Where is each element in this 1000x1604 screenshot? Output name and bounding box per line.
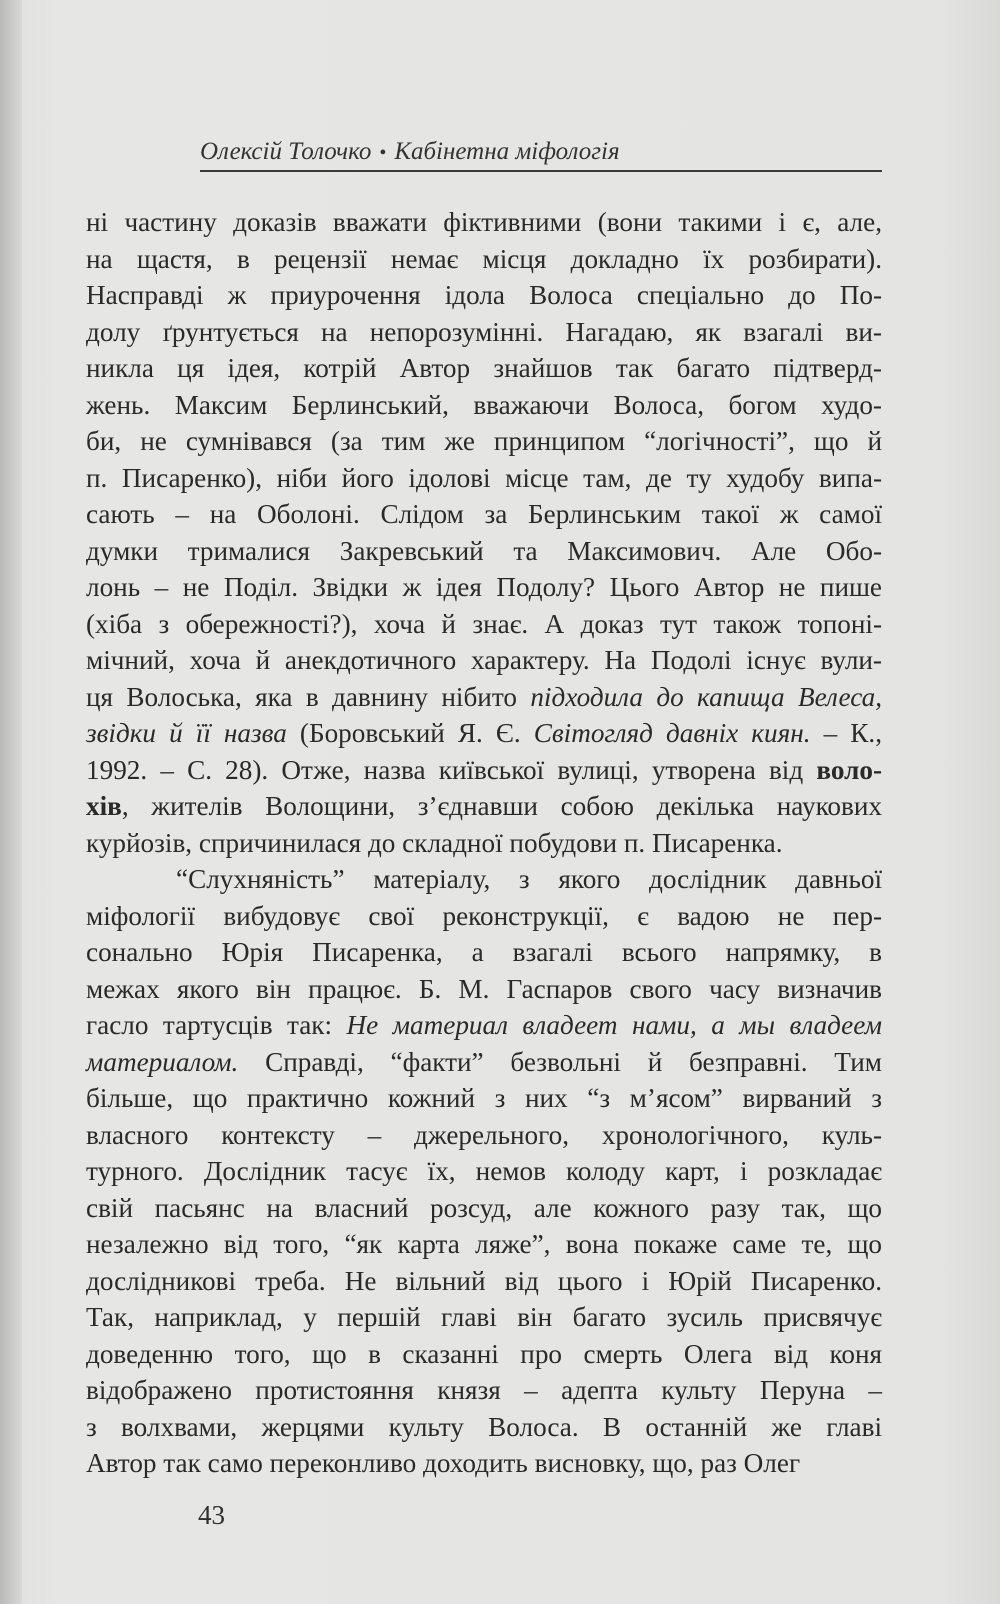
text-run: межах якого він працює. Б. М. Гаспаров свого часу визначив [86, 973, 882, 1004]
text-line [86, 1336, 882, 1373]
text-run: ні частину доказів вважати фіктивними (вони такими і є, але, [86, 207, 882, 237]
text-run: Справді, “факти” безвольні й безправні. Тим [238, 1046, 882, 1077]
text-line [86, 1263, 882, 1300]
text-run: власного контексту – джерельного, хронологічного, куль- [86, 1119, 882, 1150]
text-line [86, 241, 882, 278]
italic-text: Не материал владеет нами, а мы владеем [346, 1010, 882, 1040]
text-run: мічний, хоча й анекдотичного характеру. На Подолі існує вули- [86, 645, 882, 675]
text-run: никла ця ідея, котрій Автор знайшов так багато підтверд- [86, 353, 882, 383]
text-run: би, не сумнівався (за тим же принципом “логічності”, що й [86, 426, 882, 456]
text-run: турного. Дослідник тасує їх, немов колоду карт, і розкладає [86, 1156, 882, 1186]
text-run: сонально Юрія Писаренка, а взагалі всього напрямку, в [86, 937, 882, 967]
text-run: Автор так само переконливо доходить висновку, що, раз Олег [86, 1448, 801, 1478]
running-head-separator: • [379, 142, 387, 164]
text-line [86, 1044, 882, 1081]
text-run: (Боровський Я. Є. [286, 718, 534, 748]
text-run: – К., [810, 718, 883, 748]
text-line [86, 788, 882, 825]
text-line [86, 350, 882, 387]
text-line [86, 1117, 882, 1154]
text-run: Насправді ж приурочення ідола Волоса спеціально до По- [86, 280, 882, 310]
text-line [86, 752, 882, 789]
text-line [86, 934, 882, 971]
text-run: доведенню того, що в сказанні про смерть Олега від коня [86, 1338, 882, 1369]
text-run: ця Волоська, яка в давнину нібито [86, 681, 531, 712]
text-run: “Слухняність” матеріалу, з якого дослідник давньої [176, 864, 882, 894]
body-text [86, 204, 882, 1482]
italic-text: Світогляд давніх киян. [533, 718, 811, 748]
page-number: 43 [198, 1500, 225, 1530]
text-line [86, 861, 882, 898]
text-line [86, 423, 882, 460]
book-spine-shadow [0, 0, 22, 1604]
bold-text: хів [86, 791, 122, 821]
text-run: сають – на Оболоні. Слідом за Берлинським такої ж самої [86, 499, 882, 529]
text-run: думки трималися Закревський та Максимович. Але Обо- [86, 535, 882, 566]
text-line [86, 533, 882, 570]
text-run: на щастя, в рецензії немає місця докладно їх розбирати). [86, 243, 882, 274]
italic-text: підходила до капища Велеса, [530, 681, 882, 712]
text-line [86, 1409, 882, 1446]
text-run: з волхвами, жерцями культу Волоса. В останній же главі [86, 1411, 882, 1442]
text-run: 1992. – С. 28). Отже, назва київської вулиці, утворена від [86, 754, 817, 785]
text-run: гасло тартусців так: [86, 1010, 347, 1040]
running-head [200, 138, 882, 172]
text-line [86, 1080, 882, 1117]
text-run: жень. Максим Берлинський, вважаючи Волоса, богом худо- [86, 389, 882, 420]
text-run: дослідникові треба. Не вільний від цього і Юрій Писаренко. [86, 1265, 882, 1296]
text-line [86, 606, 882, 643]
text-run: , жителів Волощини, з’єднавши собою декілька наукових [121, 791, 882, 821]
text-line [86, 460, 882, 497]
text-run: більше, що практично кожний з них “з м’ясом” вирваний з [86, 1083, 882, 1113]
text-run: Так, наприклад, у першій главі він багато зусиль присвячує [86, 1302, 882, 1332]
running-head-author: Олексій Толочко [200, 138, 372, 165]
text-line [86, 1372, 882, 1409]
text-run: незалежно від того, “як карта ляже”, вона покаже саме те, що [86, 1229, 882, 1259]
text-line [86, 1445, 882, 1482]
text-line [86, 898, 882, 935]
text-line [86, 277, 882, 314]
text-run: курйозів, спричинилася до складної побудови п. Писаренка. [86, 827, 783, 858]
text-line [86, 679, 882, 716]
text-line [86, 1299, 882, 1336]
text-run: міфології вибудовує свої реконструкції, є вадою не пер- [86, 900, 882, 931]
text-run: свій пасьянс на власний розсуд, але кожного разу так, що [86, 1192, 882, 1223]
italic-text: материалом. [86, 1046, 239, 1077]
text-line [86, 825, 882, 862]
text-line [86, 496, 882, 533]
text-line [86, 569, 882, 606]
text-line [86, 971, 882, 1008]
text-run: лонь – не Поділ. Звідки ж ідея Подолу? Цього Автор не пише [86, 572, 882, 602]
bold-text: воло- [816, 754, 882, 785]
text-line [86, 715, 882, 752]
text-line [86, 1226, 882, 1263]
text-line [86, 387, 882, 424]
text-run: долу ґрунтується на непорозумінні. Нагадаю, як взагалі ви- [86, 316, 882, 347]
text-line [86, 642, 882, 679]
italic-text: звідки й її назва [86, 718, 287, 748]
running-head-title: Кабінетна міфологія [394, 138, 620, 165]
text-line [86, 204, 882, 241]
text-run: (хіба з обережності?), хоча й знає. А доказ тут також топоні- [86, 608, 882, 639]
text-run: п. Писаренко), ніби його ідолові місце там, де ту худобу випа- [86, 462, 882, 493]
text-run: відображено протистояння князя – адепта культу Перуна – [86, 1375, 882, 1405]
text-line [86, 1190, 882, 1227]
text-line [86, 1007, 882, 1044]
text-line [86, 314, 882, 351]
text-line [86, 1153, 882, 1190]
